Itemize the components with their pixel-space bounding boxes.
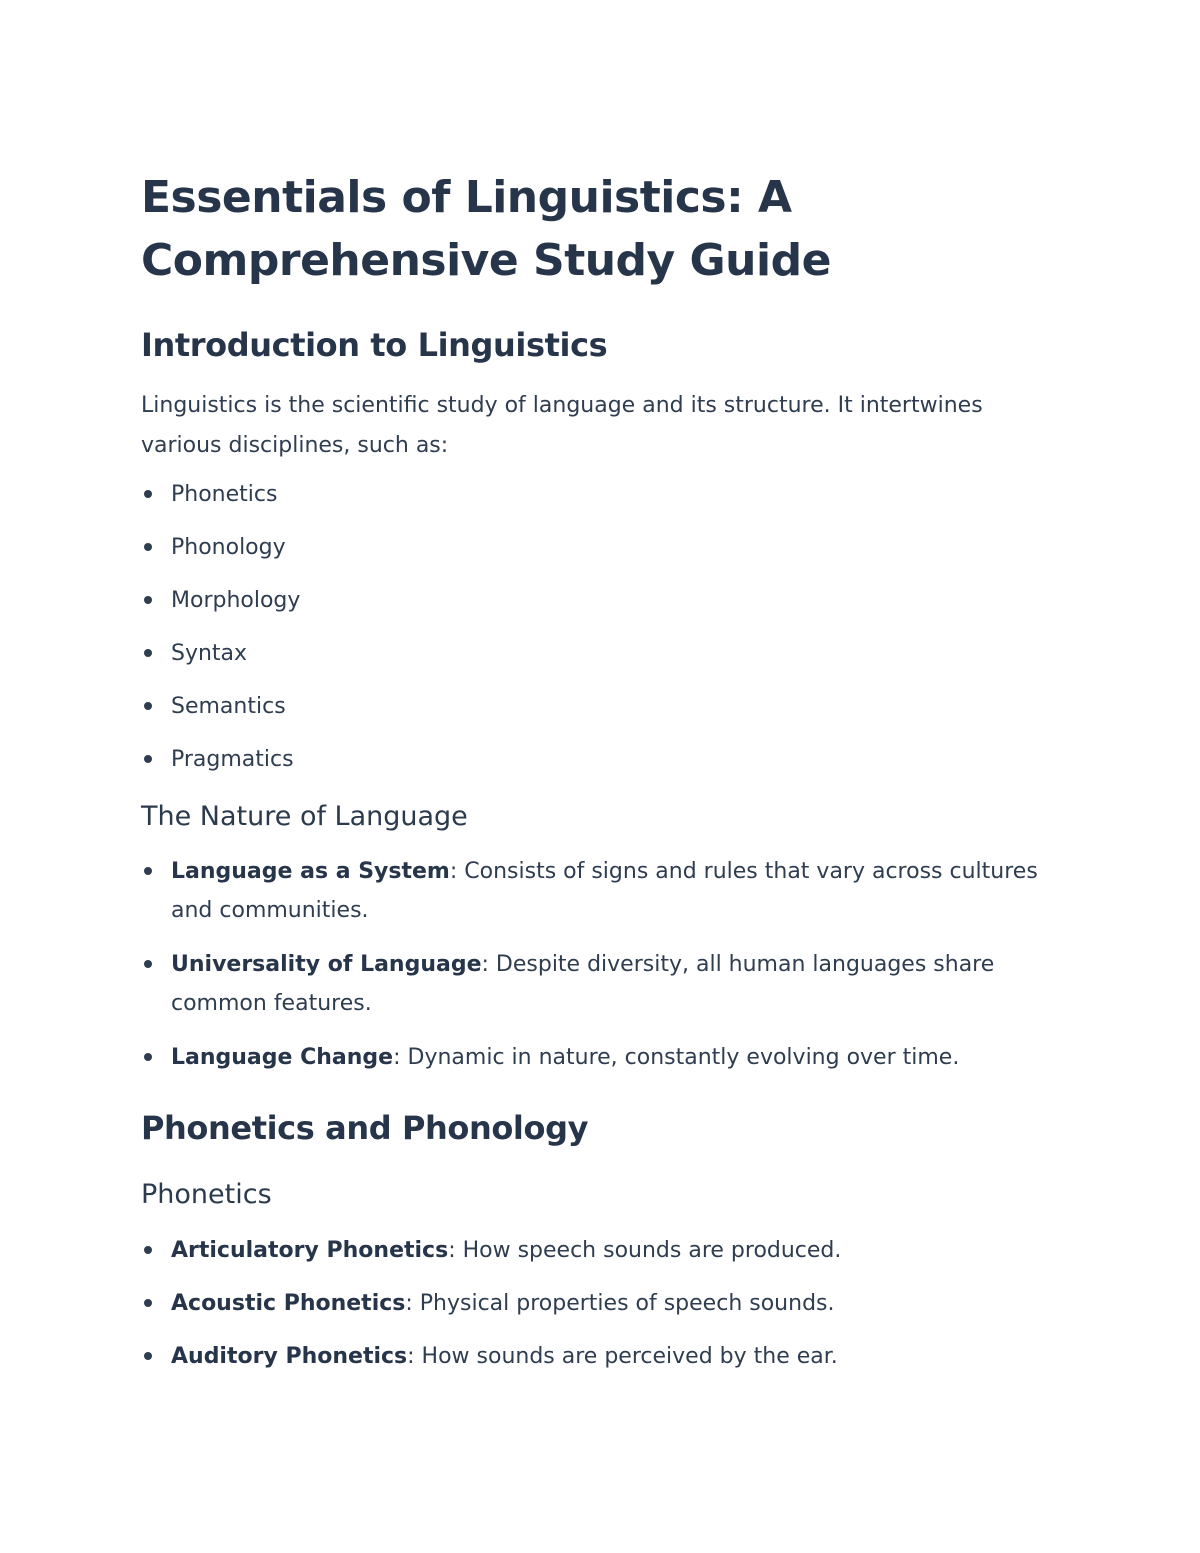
list-item: Syntax	[141, 634, 1061, 673]
list-item: Phonology	[141, 528, 1061, 567]
document-body	[141, 166, 1061, 1376]
item-text: : Consists of signs and rules that vary across cultures and communities.	[171, 859, 1038, 923]
item-term: Acoustic Phonetics	[171, 1291, 406, 1316]
list-item	[141, 852, 1061, 930]
disciplines-list	[141, 475, 1061, 779]
item-text: : How speech sounds are produced.	[448, 1238, 842, 1263]
item-text: : Despite diversity, all human languages share common features.	[171, 952, 995, 1016]
item-text: : Physical properties of speech sounds.	[405, 1291, 835, 1316]
list-item: Semantics	[141, 687, 1061, 726]
list-item: Pragmatics	[141, 740, 1061, 779]
nature-list	[141, 852, 1061, 1077]
list-item	[141, 1284, 1061, 1323]
list-item: Phonetics	[141, 475, 1061, 514]
item-term: Articulatory Phonetics	[171, 1238, 449, 1263]
phonetics-heading: Phonetics	[141, 1179, 272, 1210]
list-item	[141, 1038, 1061, 1077]
list-item	[141, 1231, 1061, 1270]
item-term: Auditory Phonetics	[171, 1344, 408, 1369]
title-line-1: Essentials of Linguistics: A	[141, 172, 792, 223]
list-item	[141, 1337, 1061, 1376]
item-text: : Dynamic in nature, constantly evolving over time.	[393, 1045, 960, 1070]
intro-paragraph: Linguistics is the scientific study of language and its structure. It intertwines various disciplines, such as:	[141, 393, 983, 458]
phonetics-phonology-heading: Phonetics and Phonology	[141, 1109, 589, 1147]
item-text: : How sounds are perceived by the ear.	[407, 1344, 838, 1369]
list-item: Morphology	[141, 581, 1061, 620]
document-title	[141, 166, 1061, 292]
intro-heading: Introduction to Linguistics	[141, 326, 608, 364]
nature-heading: The Nature of Language	[141, 801, 468, 832]
title-line-2: Comprehensive Study Guide	[141, 235, 831, 286]
list-item	[141, 945, 1061, 1023]
item-term: Language as a System	[171, 859, 450, 884]
item-term: Universality of Language	[171, 952, 482, 977]
item-term: Language Change	[171, 1045, 394, 1070]
phonetics-list	[141, 1231, 1061, 1376]
